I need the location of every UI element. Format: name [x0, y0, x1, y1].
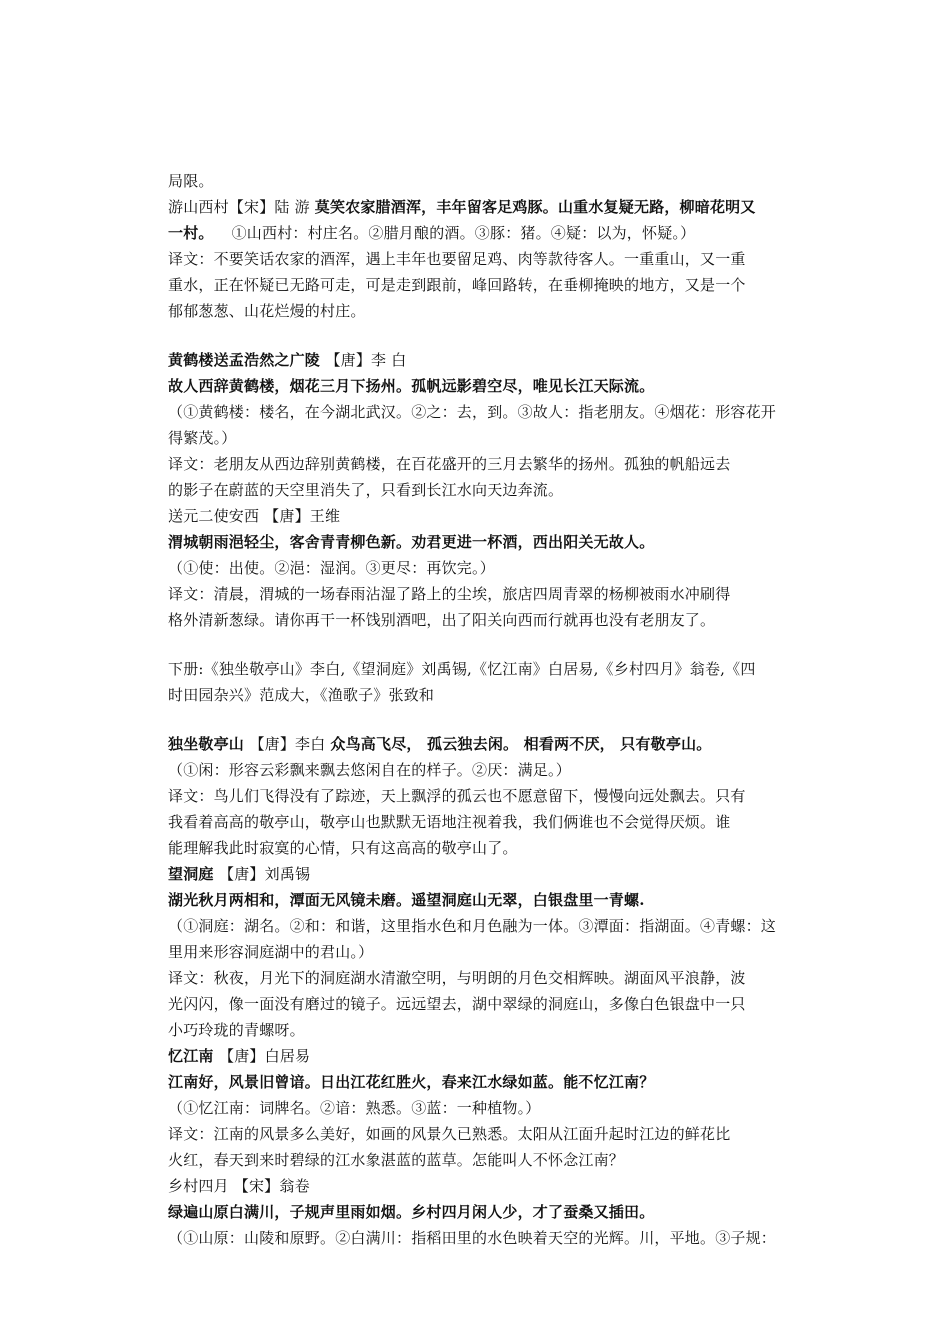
translation-line: 格外清新葱绿。请你再干一杯饯别酒吧，出了阳关向西而行就再也没有老朋友了。: [168, 611, 716, 629]
translation-line: 小巧玲珑的青螺呀。: [168, 1021, 305, 1039]
poem-heading-line: [168, 1045, 310, 1067]
poem-title: 独坐敬亭山: [168, 735, 250, 753]
poem-notes: 得繁茂。）: [168, 429, 237, 447]
translation-line: 译文：不要笑话农家的酒浑，遇上丰年也要留足鸡、肉等款待客人。一重重山，又一重: [168, 250, 746, 268]
poem-heading-line: [168, 196, 756, 218]
translation-line: 光闪闪，像一面没有磨过的镜子。远远望去，湖中翠绿的洞庭山，多像白色银盘中一只: [168, 995, 746, 1013]
poem-text: 众鸟高飞尽， 孤云独去闲。 相看两不厌， 只有敬亭山。: [330, 735, 712, 753]
poem-notes: ①山西村：村庄名。②腊月酿的酒。③豚：猪。④疑：以为，怀疑。）: [231, 224, 696, 242]
translation-line: 译文：秋夜，月光下的洞庭湖水清澈空明，与明朗的月色交相辉映。湖面风平浪静，波: [168, 969, 746, 987]
list-line: 下册:《独坐敬亭山》李白,《望洞庭》刘禹锡,《忆江南》白居易,《乡村四月》翁卷,《四: [168, 660, 756, 678]
translation-line: 的影子在蔚蓝的天空里消失了，只看到长江水向天边奔流。: [168, 481, 564, 499]
translation-line: 火红，春天到来时碧绿的江水象湛蓝的蓝草。怎能叫人不怀念江南？: [168, 1151, 625, 1169]
poem-heading-line: [168, 733, 711, 755]
poem-author: 【唐】白居易: [219, 1047, 311, 1065]
poem-title: 游山西村【宋】陆 游: [168, 198, 315, 216]
poem-author: 【唐】李 白: [325, 351, 407, 369]
poem-heading-line: 乡村四月 【宋】翁卷: [168, 1177, 310, 1195]
translation-line: 译文：老朋友从西边辞别黄鹤楼，在百花盛开的三月去繁华的扬州。孤独的帆船远去: [168, 455, 731, 473]
translation-line: 译文：清晨，渭城的一场春雨沾湿了路上的尘埃，旅店四周青翠的杨柳被雨水冲刷得: [168, 585, 731, 603]
poem-author: 【唐】李白: [249, 735, 331, 753]
poem-heading-line: [168, 863, 310, 885]
poem-title: 望洞庭: [168, 865, 220, 883]
poem-notes: （①山原：山陵和原野。②白满川：指稻田里的水色映着天空的光辉。川，平地。③子规：: [168, 1229, 777, 1247]
poem-notes: 里用来形容洞庭湖中的君山。）: [168, 943, 374, 961]
poem-heading-line: [168, 349, 406, 371]
translation-line: 译文：江南的风景多么美好，如画的风景久已熟悉。太阳从江面升起时江边的鲜花比: [168, 1125, 731, 1143]
text-line: [168, 222, 695, 244]
translation-line: 能理解我此时寂寞的心情，只有这高高的敬亭山了。: [168, 839, 518, 857]
poem-text: 渭城朝雨浥轻尘，客舍青青柳色新。劝君更进一杯酒，西出阳关无故人。: [168, 533, 655, 551]
translation-line: 我看着高高的敬亭山，敬亭山也默默无语地注视着我，我们俩谁也不会觉得厌烦。谁: [168, 813, 731, 831]
poem-text: 绿遍山原白满川，子规声里雨如烟。乡村四月闲人少，才了蚕桑又插田。: [168, 1203, 655, 1221]
poem-notes: （①黄鹤楼：楼名，在今湖北武汉。②之：去，到。③故人：指老朋友。④烟花：形容花开: [168, 403, 777, 421]
poem-notes: （①忆江南：词牌名。②谙：熟悉。③蓝：一种植物。）: [168, 1099, 541, 1117]
poem-heading-line: 送元二使安西 【唐】王维: [168, 507, 341, 525]
poem-author: 【唐】刘禹锡: [219, 865, 311, 883]
poem-text: 故人西辞黄鹤楼，烟花三月下扬州。孤帆远影碧空尽，唯见长江天际流。: [168, 377, 655, 395]
translation-line: 郁郁葱葱、山花烂熳的村庄。: [168, 302, 366, 320]
poem-title: 忆江南: [168, 1047, 220, 1065]
poem-text: 江南好，风景旧曾谙。日出江花红胜火，春来江水绿如蓝。能不忆江南？: [168, 1073, 655, 1091]
text-line: 局限。: [168, 172, 214, 190]
poem-notes: （①使：出使。②浥：湿润。③更尽：再饮完。）: [168, 559, 495, 577]
poem-notes: （①洞庭：湖名。②和：和谐，这里指水色和月色融为一体。③潭面：指湖面。④青螺：这: [168, 917, 777, 935]
translation-line: 重水，正在怀疑已无路可走，可是走到跟前，峰回路转，在垂柳掩映的地方，又是一个: [168, 276, 746, 294]
poem-title: 黄鹤楼送孟浩然之广陵: [168, 351, 326, 369]
poem-text: 莫笑农家腊酒浑，丰年留客足鸡豚。山重水复疑无路，柳暗花明又: [314, 198, 756, 216]
list-line: 时田园杂兴》范成大，《渔歌子》张致和: [168, 686, 435, 704]
translation-line: 译文：鸟儿们飞得没有了踪迹，天上飘浮的孤云也不愿意留下，慢慢向远处飘去。只有: [168, 787, 746, 805]
poem-notes: （①闲：形容云彩飘来飘去悠闲自在的样子。②厌：满足。）: [168, 761, 571, 779]
poem-text: 湖光秋月两相和，潭面无风镜未磨。遥望洞庭山无翠，白银盘里一青螺.: [168, 891, 645, 909]
poem-text: 一村。: [168, 224, 214, 242]
